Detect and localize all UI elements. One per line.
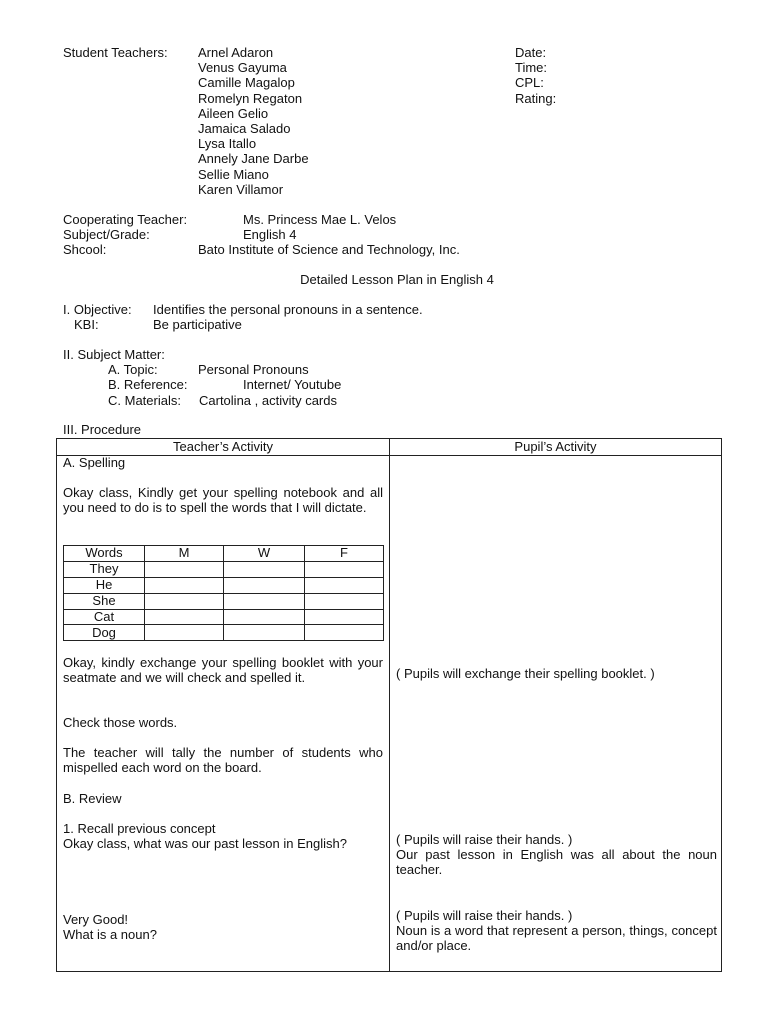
score-cell [224, 593, 305, 609]
kbi-label: KBI: [74, 317, 99, 332]
pupil-raise-hands-1: ( Pupils will raise their hands. ) [396, 832, 573, 847]
word-cell: Cat [64, 609, 145, 625]
student-teachers-label: Student Teachers: [63, 45, 168, 60]
pupil-activity-header: Pupil’s Activity [514, 439, 597, 454]
student-teachers-list [198, 45, 309, 197]
procedure-title: III. Procedure [63, 422, 142, 437]
score-cell [145, 577, 224, 593]
score-cell [224, 625, 305, 641]
date-label: Date: [515, 45, 547, 60]
score-cell [145, 625, 224, 641]
score-cell [305, 593, 384, 609]
score-cell [224, 561, 305, 577]
recall-heading: 1. Recall previous concept [63, 821, 216, 836]
subject-grade-value: English 4 [243, 227, 297, 242]
score-cell [145, 561, 224, 577]
word-cell: Dog [64, 625, 145, 641]
school-value: Bato Institute of Science and Technology, Inc. [198, 242, 460, 257]
table-row [64, 625, 384, 641]
lesson-plan-title: Detailed Lesson Plan in English 4 [300, 272, 494, 287]
check-instruction: Check those words. [63, 715, 178, 730]
score-cell [305, 561, 384, 577]
procedure-table [56, 438, 722, 972]
grid-header-cell: F [305, 546, 384, 562]
spelling-instruction: Okay class, Kindly get your spelling notebook and all you need to do is to spell the words that I will dictate. [63, 485, 383, 516]
teacher-activity-header: Teacher’s Activity [173, 439, 273, 454]
kbi-value: Be participative [153, 317, 242, 332]
cooperating-teacher-value: Ms. Princess Mae L. Velos [243, 212, 397, 227]
score-cell [305, 577, 384, 593]
column-divider [389, 439, 390, 971]
score-cell [145, 609, 224, 625]
pupil-answer-2: Noun is a word that represent a person, things, concept and/or place. [396, 923, 717, 954]
grid-header-cell: M [145, 546, 224, 562]
school-label: Shcool: [63, 242, 107, 257]
student-teacher-name: Jamaica Salado [198, 120, 291, 136]
objective-value: Identifies the personal pronouns in a sentence. [153, 302, 423, 317]
materials-value: Cartolina , activity cards [199, 393, 337, 408]
student-teacher-name: Arnel Adaron [198, 45, 274, 60]
cpl-label: CPL: [515, 75, 544, 91]
very-good-text: Very Good! [63, 912, 129, 927]
rating-label: Rating: [515, 90, 557, 106]
student-teacher-name: Camille Magalop [198, 75, 295, 91]
subject-grade-label: Subject/Grade: [63, 227, 150, 242]
reference-value: Internet/ Youtube [243, 377, 342, 392]
cooperating-teacher-label: Cooperating Teacher: [63, 212, 188, 227]
score-cell [145, 593, 224, 609]
objective-label: I. Objective: [63, 302, 132, 317]
word-cell: She [64, 593, 145, 609]
student-teacher-name: Lysa Itallo [198, 136, 257, 152]
table-row [64, 577, 384, 593]
table-row [64, 561, 384, 577]
spelling-heading: A. Spelling [63, 455, 126, 470]
score-cell [305, 609, 384, 625]
student-teacher-name: Karen Villamor [198, 181, 284, 197]
score-cell [224, 609, 305, 625]
materials-label: C. Materials: [108, 393, 181, 408]
topic-label: A. Topic: [108, 362, 158, 377]
grid-header-cell: Words [64, 546, 145, 562]
meta-fields [515, 45, 556, 106]
student-teacher-name: Aileen Gelio [198, 105, 269, 121]
student-teacher-name: Venus Gayuma [198, 60, 287, 76]
review-heading: B. Review [63, 791, 122, 806]
table-row [64, 609, 384, 625]
table-row [64, 593, 384, 609]
tally-instruction: The teacher will tally the number of students who mispelled each word on the board. [63, 745, 383, 776]
time-label: Time: [515, 60, 548, 76]
student-teacher-name: Romelyn Regaton [198, 90, 303, 106]
reference-label: B. Reference: [108, 377, 188, 392]
grid-header-cell: W [224, 546, 305, 562]
spelling-grid [63, 545, 384, 641]
spelling-grid-header [64, 546, 384, 562]
student-teacher-name: Sellie Miano [198, 166, 269, 182]
subject-matter-title: II. Subject Matter: [63, 347, 165, 362]
score-cell [224, 577, 305, 593]
pupil-raise-hands-2: ( Pupils will raise their hands. ) [396, 908, 573, 923]
score-cell [305, 625, 384, 641]
pupil-exchange-response: ( Pupils will exchange their spelling booklet. ) [396, 666, 655, 681]
word-cell: They [64, 561, 145, 577]
word-cell: He [64, 577, 145, 593]
student-teacher-name: Annely Jane Darbe [198, 151, 309, 167]
pupil-answer-1: Our past lesson in English was all about the noun teacher. [396, 847, 717, 878]
topic-value: Personal Pronouns [198, 362, 309, 377]
recall-question: Okay class, what was our past lesson in English? [63, 836, 347, 851]
noun-question: What is a noun? [63, 927, 157, 942]
exchange-instruction: Okay, kindly exchange your spelling booklet with your seatmate and we will check and spelled it. [63, 655, 383, 686]
